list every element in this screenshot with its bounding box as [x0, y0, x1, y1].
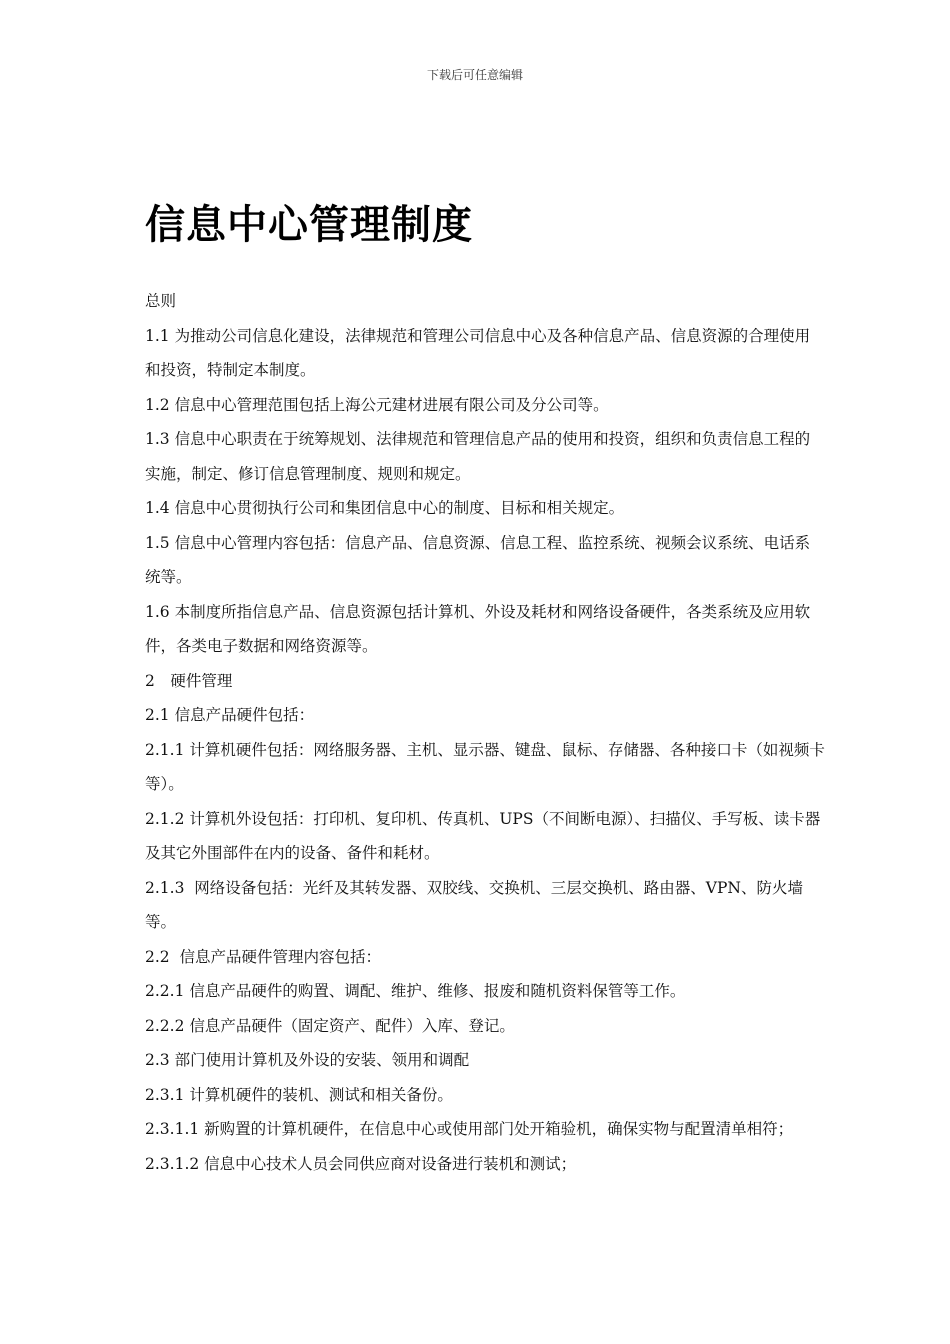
paragraph-2-3-1: 2.3.1 计算机硬件的装机、测试和相关备份。 — [145, 1085, 453, 1104]
paragraph-2-2: 2.2 信息产品硬件管理内容包括： — [145, 947, 382, 966]
paragraph-2-3: 2.3 部门使用计算机及外设的安装、领用和调配 — [145, 1051, 470, 1069]
paragraph-2-1-2: 2.1.2 计算机外设包括：打印机、复印机、传真机、UPS（不间断电源）、扫描仪、手写板、读卡器及其它外围部件在内的设备、备件和耗材。 — [145, 809, 821, 862]
paragraph-1-3: 1.3 信息中心职责在于统筹规划、法律规范和管理信息产品的使用和投资，组织和负责信息工程的实施，制定、修订信息管理制度、规则和规定。 — [145, 430, 811, 483]
document-body — [145, 284, 825, 1181]
paragraph-2-3-1-2: 2.3.1.2 信息中心技术人员会同供应商对设备进行装机和测试； — [145, 1154, 577, 1173]
paragraph-1-1: 1.1 为推动公司信息化建设，法律规范和管理公司信息中心及各种信息产品、信息资源的合理使用和投资，特制定本制度。 — [145, 326, 811, 379]
paragraph-2-2-2: 2.2.2 信息产品硬件（固定资产、配件）入库、登记。 — [145, 1016, 515, 1035]
paragraph-2-1-1: 2.1.1 计算机硬件包括：网络服务器、主机、显示器、键盘、鼠标、存储器、各种接口卡（如视频卡等）。 — [145, 740, 825, 793]
paragraph-2-1-3: 2.1.3 网络设备包括：光纤及其转发器、双胶线、交换机、三层交换机、路由器、VPN、防火墙等。 — [145, 878, 803, 931]
paragraph-2-1: 2.1 信息产品硬件包括： — [145, 706, 315, 724]
paragraph-2-3-1-1: 2.3.1.1 新购置的计算机硬件，在信息中心或使用部门处开箱验机，确保实物与配置清单相符； — [145, 1120, 794, 1138]
paragraph-1-5: 1.5 信息中心管理内容包括：信息产品、信息资源、信息工程、监控系统、视频会议系统、电话系统等。 — [145, 533, 811, 586]
paragraph-2-2-1: 2.2.1 信息产品硬件的购置、调配、维护、维修、报废和随机资料保管等工作。 — [145, 982, 686, 1000]
paragraph-general-heading: 总则 — [145, 292, 177, 310]
paragraph-1-6: 1.6 本制度所指信息产品、信息资源包括计算机、外设及耗材和网络设备硬件，各类系统及应用软件，各类电子数据和网络资源等。 — [145, 602, 811, 655]
page-header-note: 下载后可任意编辑 — [426, 68, 523, 82]
section-2-heading: 2 硬件管理 — [145, 671, 233, 690]
paragraph-1-4: 1.4 信息中心贯彻执行公司和集团信息中心的制度、目标和相关规定。 — [145, 499, 625, 517]
paragraph-1-2: 1.2 信息中心管理范围包括上海公元建材进展有限公司及分公司等。 — [145, 395, 609, 414]
document-title: 信息中心管理制度 — [145, 202, 473, 248]
